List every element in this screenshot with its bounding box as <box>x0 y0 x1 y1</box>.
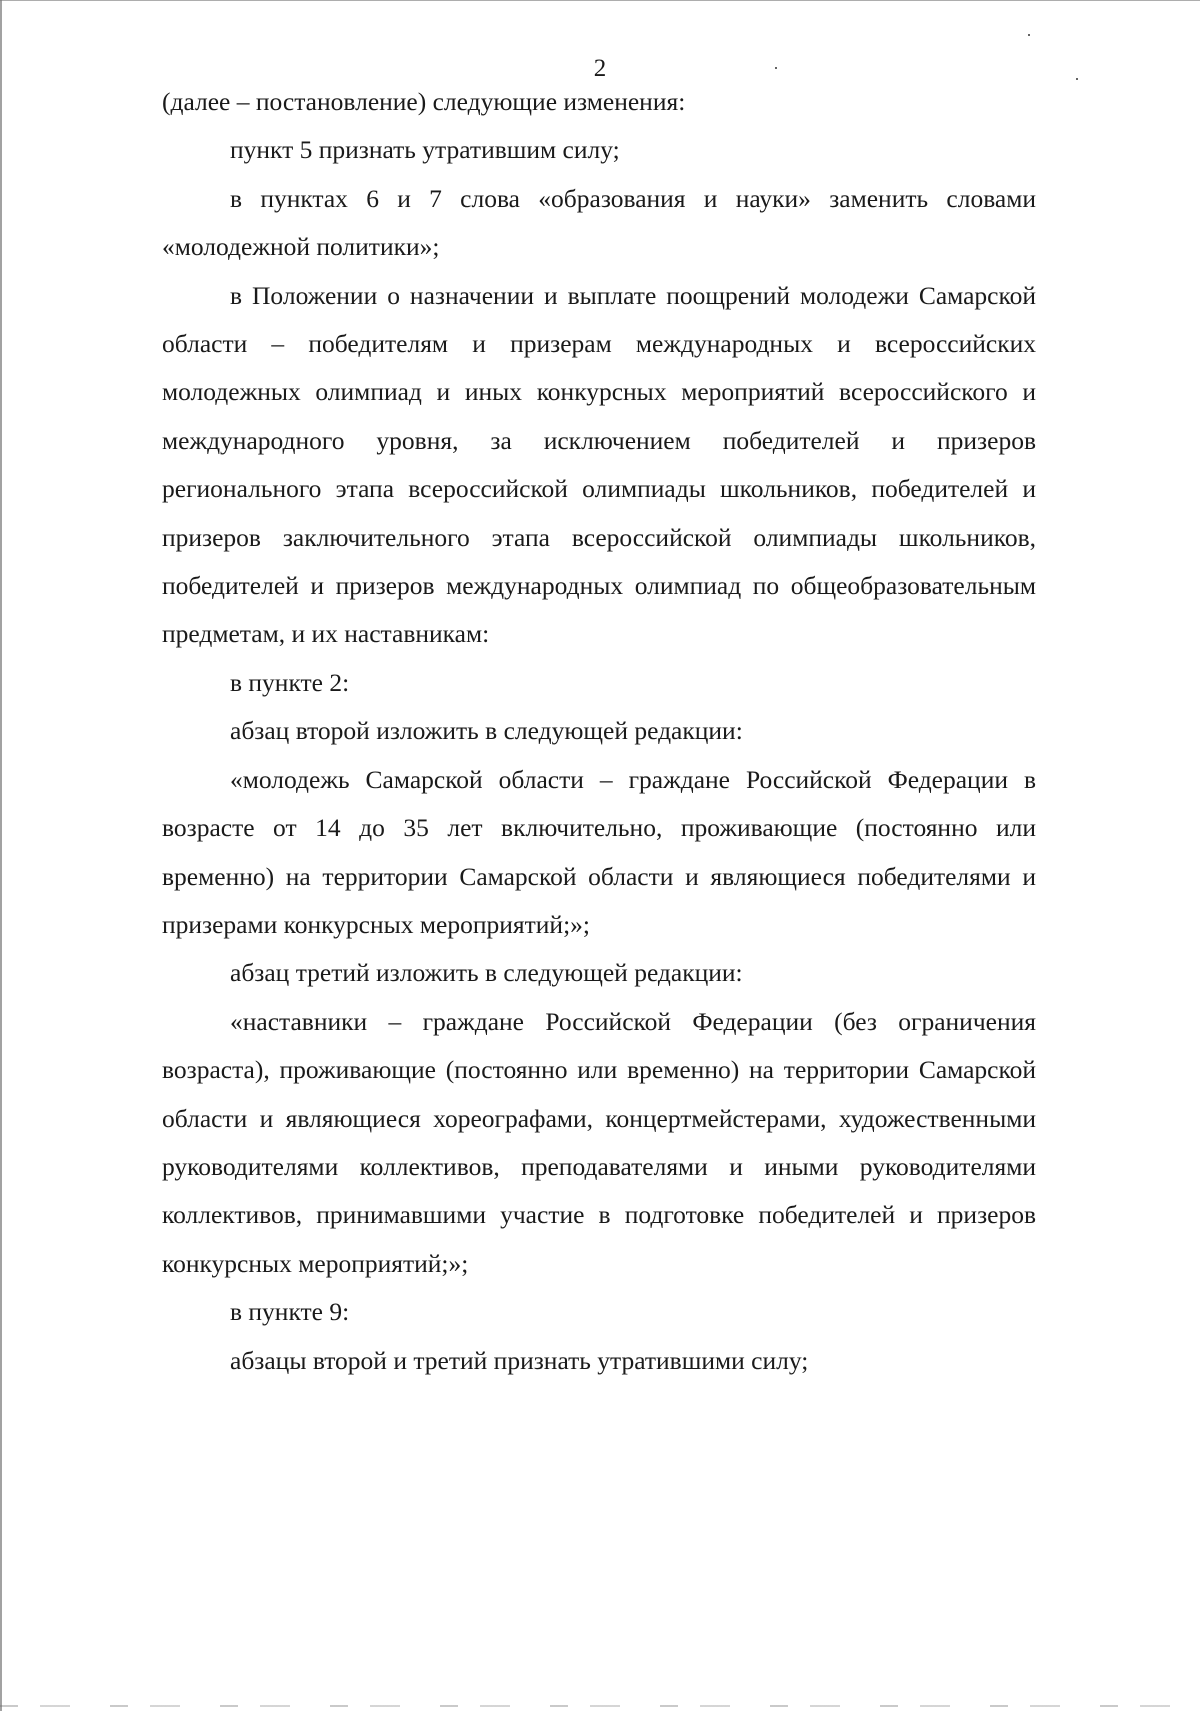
scan-edge-left <box>0 0 2 1711</box>
paragraph: в пунктах 6 и 7 слова «образования и науки» заменить словами «молодежной политики»; <box>162 183 1036 262</box>
scan-edge-bottom <box>0 1705 1200 1707</box>
paragraph: пункт 5 признать утратившим силу; <box>230 135 620 165</box>
paragraph: в пункте 9: <box>230 1297 350 1327</box>
paragraph: в Положении о назначении и выплате поощрений молодежи Самарской области – победителям и призерам международных и всероссийских молодежных олимпиад и иных конкурсных мероприятий всероссийского и международного уровня, за исключением победителей и призеров регионального этапа всероссийской олимпиады школьников, победителей и призеров заключительного этапа всероссийской олимпиады школьников, победителей и призеров международных олимпиад по общеобразовательным предметам, и их наставникам: <box>162 280 1036 649</box>
paragraph: (далее – постановление) следующие изменения: <box>162 87 686 116</box>
paragraph: в пункте 2: <box>230 667 350 697</box>
paragraph: «молодежь Самарской области – граждане Российской Федерации в возрасте от 14 до 35 лет включительно, проживающие (постоянно или временно) на территории Самарской области и являющиеся победителями и призерами конкурсных мероприятий;»; <box>162 764 1036 939</box>
scan-speck <box>1028 34 1030 36</box>
paragraph: абзац второй изложить в следующей редакции: <box>230 716 743 746</box>
paragraph: абзац третий изложить в следующей редакции: <box>230 958 743 988</box>
scan-edge-top <box>0 0 1200 1</box>
document-body <box>162 78 1036 1385</box>
page-number: 2 <box>593 55 607 82</box>
paragraph: «наставники – граждане Российской Федерации (без ограничения возраста), проживающие (постоянно или временно) на территории Самарской области и являющиеся хореографами, концертмейстерами, художественными руководителями коллективов, преподавателями и иными руководителями коллективов, принимавшими участие в подготовке победителей и призеров конкурсных мероприятий;»; <box>162 1006 1036 1278</box>
paragraph: абзацы второй и третий признать утратившими силу; <box>230 1345 809 1375</box>
